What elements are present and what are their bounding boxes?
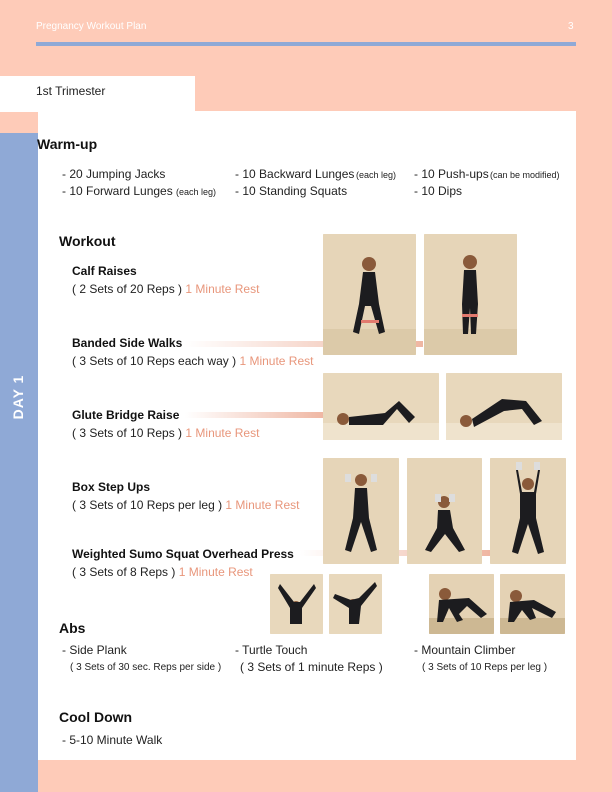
warmup-item: - 10 Backward Lunges: [235, 167, 355, 181]
exercise-detail: ( 3 Sets of 10 Reps each way ) 1 Minute Rest: [72, 354, 314, 368]
abs-detail: ( 3 Sets of 10 Reps per leg ): [422, 662, 548, 673]
turtle-touch-photo: [329, 574, 382, 634]
abs-detail: ( 3 Sets of 1 minute Reps ): [240, 660, 383, 674]
abs-detail: ( 3 Sets of 30 sec. Reps per side ): [70, 662, 222, 673]
calf-raises-photo: [323, 234, 416, 355]
abs-item: - Turtle Touch: [235, 643, 308, 657]
box-step-up-photo: [323, 458, 399, 564]
warmup-item: - 10 Push-ups: [414, 167, 489, 181]
header-title: Pregnancy Workout Plan: [36, 21, 147, 32]
day-strip: [0, 133, 38, 792]
abs-item: - Mountain Climber: [414, 643, 516, 657]
glute-bridge-photo: [446, 373, 562, 440]
rest-label: 1 Minute Rest: [185, 282, 260, 296]
rest-label: 1 Minute Rest: [178, 565, 253, 579]
header-divider: [36, 42, 576, 46]
warmup-note: (each leg): [356, 170, 397, 180]
warmup-heading: Warm-up: [37, 136, 98, 152]
exercise-detail: ( 3 Sets of 10 Reps per leg ) 1 Minute Rest: [72, 498, 300, 512]
exercise-detail: ( 3 Sets of 10 Reps ) 1 Minute Rest: [72, 426, 260, 440]
warmup-item: - 10 Forward Lunges: [62, 184, 173, 198]
rest-label: 1 Minute Rest: [185, 426, 260, 440]
trimester-label: 1st Trimester: [36, 84, 106, 98]
exercise-detail: ( 3 Sets of 8 Reps ) 1 Minute Rest: [72, 565, 253, 579]
day-label: DAY 1: [10, 374, 26, 420]
exercise-name: Box Step Ups: [72, 480, 151, 494]
exercise-name: Banded Side Walks: [72, 336, 183, 350]
box-step-up-photo: [407, 458, 482, 564]
warmup-note: (can be modified): [490, 170, 560, 180]
abs-item: - Side Plank: [62, 643, 127, 657]
warmup-note: (each leg): [176, 187, 217, 197]
cooldown-item: - 5-10 Minute Walk: [62, 733, 163, 747]
mountain-climber-photo: [500, 574, 565, 634]
rest-label: 1 Minute Rest: [239, 354, 314, 368]
warmup-item: - 10 Standing Squats: [235, 184, 348, 198]
calf-raises-photo: [424, 234, 517, 355]
cooldown-heading: Cool Down: [59, 709, 133, 725]
turtle-touch-photo: [270, 574, 323, 634]
warmup-item: - 20 Jumping Jacks: [62, 167, 166, 181]
rest-label: 1 Minute Rest: [225, 498, 300, 512]
exercise-name: Calf Raises: [72, 264, 137, 278]
mountain-climber-photo: [429, 574, 494, 634]
workout-heading: Workout: [59, 233, 116, 249]
abs-heading: Abs: [59, 620, 86, 636]
glute-bridge-photo: [323, 373, 439, 440]
exercise-name: Weighted Sumo Squat Overhead Press: [72, 547, 294, 561]
page-number: 3: [568, 21, 574, 32]
exercise-name: Glute Bridge Raise: [72, 408, 180, 422]
connector-bar: [185, 412, 325, 418]
warmup-item: - 10 Dips: [414, 184, 463, 198]
exercise-detail: ( 2 Sets of 20 Reps ) 1 Minute Rest: [72, 282, 260, 296]
box-step-up-photo: [490, 458, 566, 564]
